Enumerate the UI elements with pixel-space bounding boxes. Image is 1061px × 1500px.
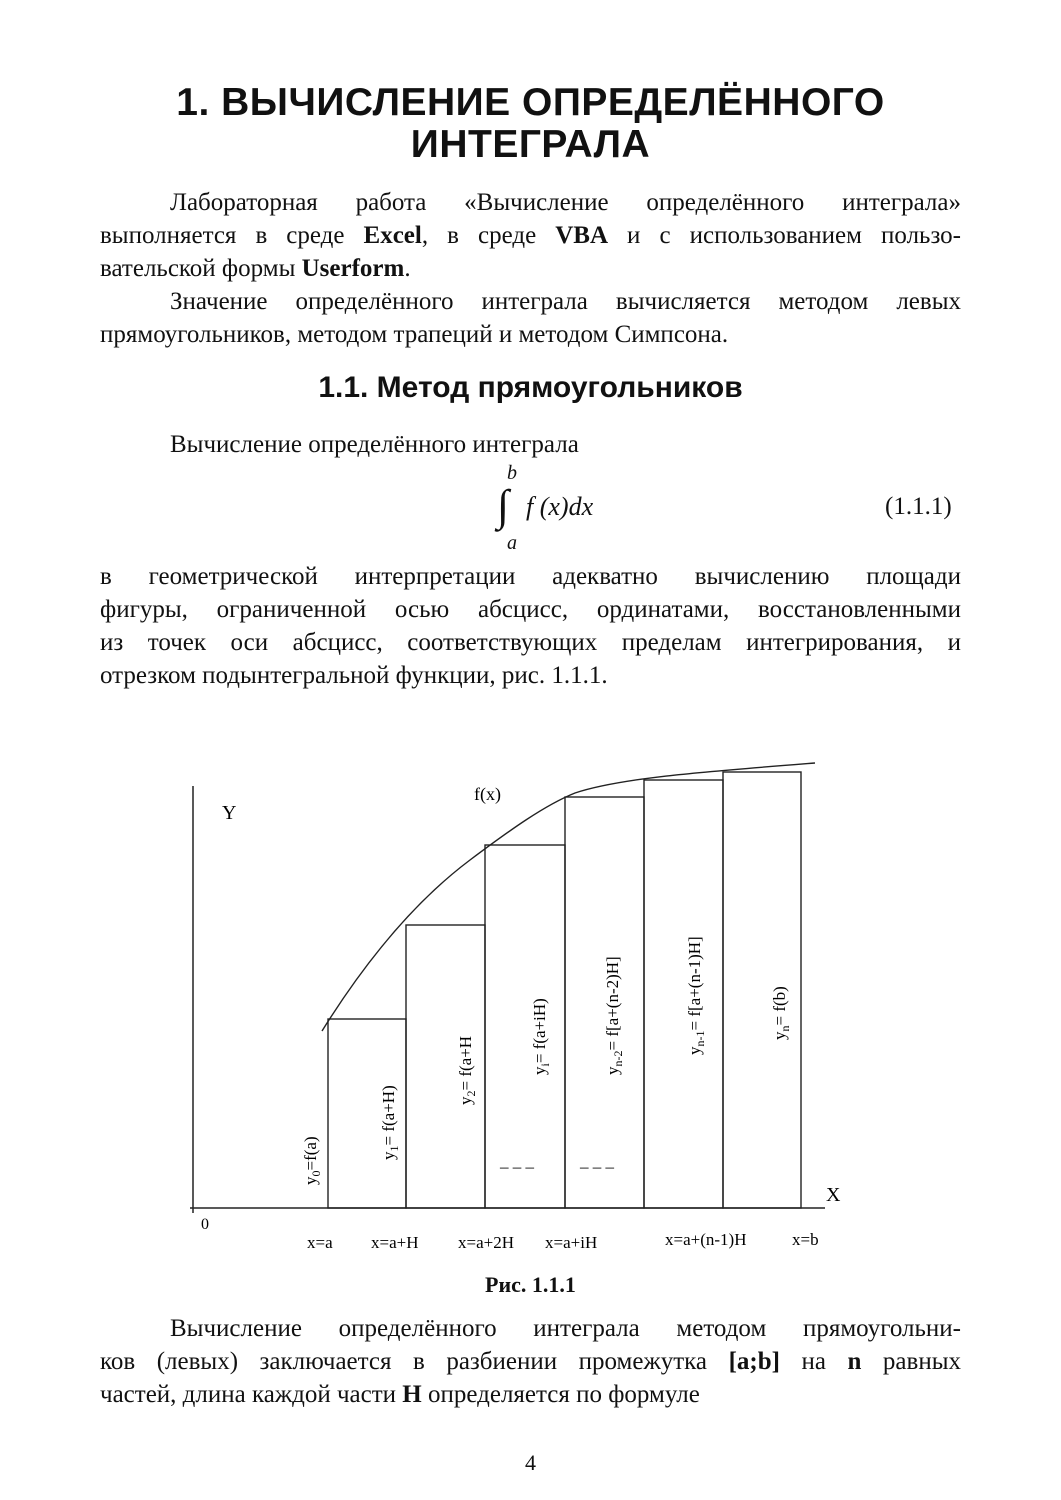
rectangle-3 xyxy=(485,845,565,1208)
n-term: n xyxy=(847,1348,862,1375)
ordinate-rest: = f[a+(n-1)H] xyxy=(685,936,704,1031)
x-tick-label: x=a+(n-1)H xyxy=(665,1230,747,1249)
integral-body: f (x)dx xyxy=(526,492,594,521)
ordinate-sub: 0 xyxy=(309,1170,323,1177)
ordinate-rest: = f[a+(n-2)H] xyxy=(603,956,622,1051)
rectangles xyxy=(328,772,801,1208)
function-label: f(x) xyxy=(474,784,501,804)
ordinate-sub: n-1 xyxy=(693,1030,707,1047)
page-number: 4 xyxy=(525,1450,536,1475)
ordinate-main: y xyxy=(770,1031,789,1040)
text: определяется по формуле xyxy=(421,1381,700,1408)
intro-p1-line-3 xyxy=(100,252,961,285)
ordinate-label-y0 xyxy=(301,1136,323,1185)
integral-lower-limit: a xyxy=(507,532,517,554)
geometric-line-2: фигуры, ограниченной осью абсцисс, ординатами, восстановленными xyxy=(100,596,961,623)
h-term: H xyxy=(402,1381,422,1408)
intro-p1-line-2 xyxy=(100,219,961,252)
function-curve xyxy=(322,763,815,1031)
ordinate-sub: 1 xyxy=(387,1145,401,1152)
ordinate-main: y xyxy=(530,1066,549,1075)
x-tick-label: x=a+H xyxy=(371,1233,419,1252)
intro-paragraph-1 xyxy=(100,186,961,285)
ordinate-main: y xyxy=(379,1151,398,1160)
ordinate-rest: = f(a+H) xyxy=(379,1085,398,1146)
rectangle-method-figure xyxy=(0,740,1061,1260)
method-line-3 xyxy=(100,1378,961,1411)
text: выполняется в среде xyxy=(100,222,364,249)
figure-caption: Рис. 1.1.1 xyxy=(485,1272,576,1297)
ordinate-label-yn1 xyxy=(685,936,707,1055)
text: вательской формы xyxy=(100,255,302,282)
ordinate-main: y xyxy=(685,1046,704,1055)
rectangle-6 xyxy=(723,772,801,1208)
equation-number: (1.1.1) xyxy=(885,493,952,520)
text: частей, длина каждой части xyxy=(100,1381,403,1408)
interval-term: [a;b] xyxy=(728,1348,780,1375)
integral-intro-paragraph xyxy=(100,428,961,461)
text: , в среде xyxy=(421,222,556,249)
ordinate-label-y1 xyxy=(379,1085,401,1160)
method-line-2 xyxy=(100,1345,961,1378)
chapter-title-line-2: ИНТЕГРАЛА xyxy=(410,123,651,166)
x-tick-label: x=a+2H xyxy=(458,1233,514,1252)
ordinate-label-y2 xyxy=(456,1036,478,1105)
vba-term: VBA xyxy=(555,222,609,249)
ordinate-rest: = f(b) xyxy=(770,986,789,1026)
origin-label: 0 xyxy=(201,1216,209,1233)
x-tick-label: x=a xyxy=(307,1233,333,1252)
ordinate-main: y xyxy=(301,1176,320,1185)
intro-p1-line-1: Лабораторная работа «Вычисление определённого интеграла» xyxy=(170,189,961,216)
integral-upper-limit: b xyxy=(507,462,517,484)
text: и с использованием пользо- xyxy=(608,222,961,249)
ordinate-sub: n xyxy=(778,1025,792,1032)
integral-intro-line: Вычисление определённого интеграла xyxy=(170,431,579,458)
ellipsis-2: – – – xyxy=(580,1157,614,1176)
text: равных xyxy=(861,1348,961,1375)
userform-term: Userform xyxy=(301,255,405,282)
text: на xyxy=(779,1348,848,1375)
integral-sign: ∫ xyxy=(497,481,510,530)
geometric-paragraph xyxy=(100,560,961,692)
x-tick-label: x=a+iH xyxy=(545,1233,598,1252)
geometric-line-3: из точек оси абсцисс, соответствующих пределам интегрирования, и xyxy=(100,629,961,656)
intro-p2-line-2: прямоугольников, методом трапеций и методом Симпсона. xyxy=(100,321,729,348)
ordinate-rest: = f(a+iH) xyxy=(530,998,549,1064)
y-axis-label: Y xyxy=(222,802,237,824)
ordinate-rest: = f(a+H xyxy=(456,1035,475,1091)
ordinate-label-yn2 xyxy=(603,956,625,1075)
method-paragraph xyxy=(100,1312,961,1411)
text: ков (левых) заключается в разбиении промежутка xyxy=(100,1348,729,1375)
ordinate-rest: =f(a) xyxy=(301,1136,320,1171)
method-line-1: Вычисление определённого интеграла методом прямоугольни- xyxy=(170,1315,961,1342)
intro-paragraph-2 xyxy=(100,285,961,351)
ordinate-main: y xyxy=(603,1066,622,1075)
ordinate-label-yi xyxy=(530,998,552,1075)
ordinate-sub: i xyxy=(538,1063,552,1067)
text: . xyxy=(404,255,411,282)
ordinate-sub: 2 xyxy=(464,1090,478,1097)
rectangle-5 xyxy=(644,780,723,1208)
x-tick-label: x=b xyxy=(792,1230,819,1249)
ellipsis-1: – – – xyxy=(500,1157,534,1176)
x-axis-label: X xyxy=(826,1184,841,1206)
chapter-title-line-1: 1. ВЫЧИСЛЕНИЕ ОПРЕДЕЛЁННОГО xyxy=(176,81,885,124)
ordinate-label-yn xyxy=(770,986,792,1040)
intro-p2-line-1: Значение определённого интеграла вычисляется методом левых xyxy=(170,288,961,315)
ordinate-main: y xyxy=(456,1096,475,1105)
geometric-line-4: отрезком подынтегральной функции, рис. 1.1.1. xyxy=(100,662,608,689)
section-title: 1.1. Метод прямоугольников xyxy=(318,371,743,404)
excel-term: Excel xyxy=(363,222,422,249)
geometric-line-1: в геометрической интерпретации адекватно вычислению площади xyxy=(100,563,961,590)
ordinate-sub: n-2 xyxy=(611,1050,625,1067)
